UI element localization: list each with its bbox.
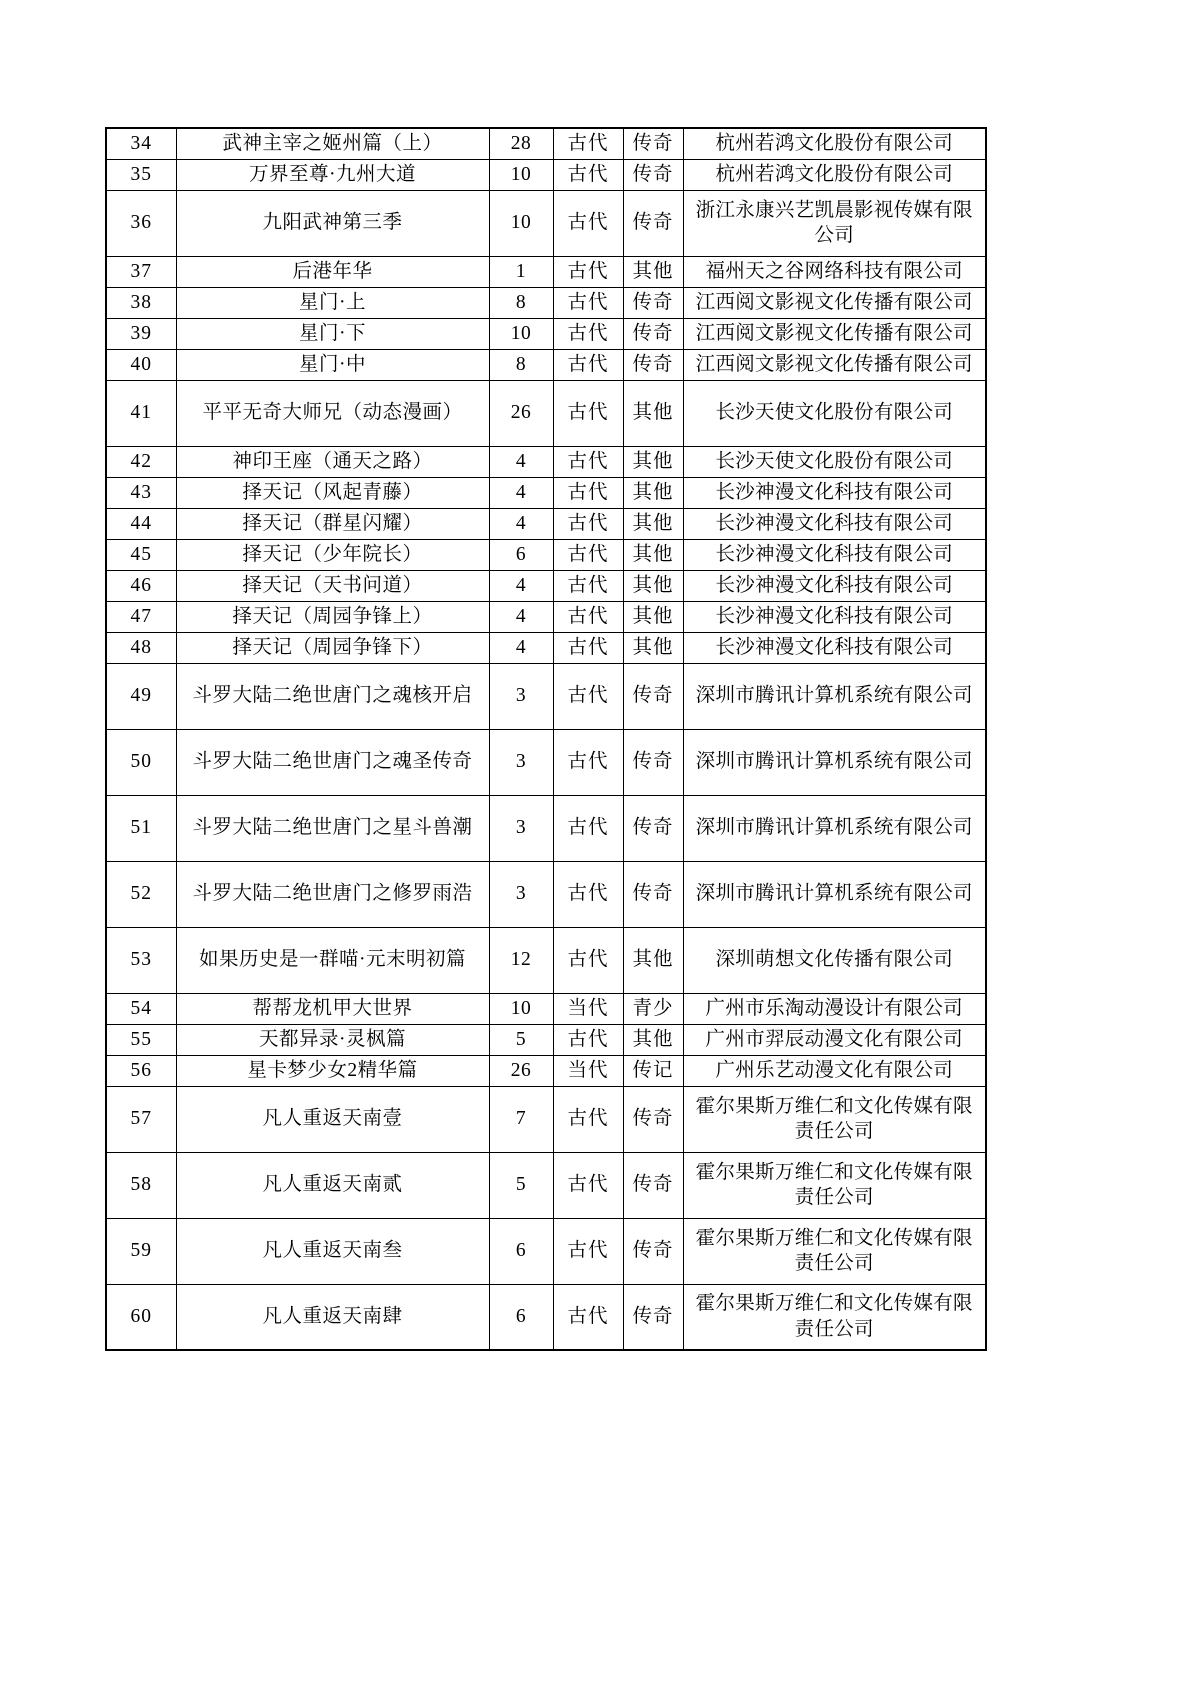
cell-index: 35: [106, 159, 176, 190]
cell-index: 39: [106, 318, 176, 349]
cell-company: 长沙天使文化股份有限公司: [683, 380, 986, 446]
cell-title: 平平无奇大师兄（动态漫画）: [176, 380, 489, 446]
cell-title: 斗罗大陆二绝世唐门之修罗雨浩: [176, 861, 489, 927]
cell-episodes: 5: [489, 1152, 553, 1218]
animation-listing-table: [105, 127, 987, 1351]
cell-episodes: 6: [489, 539, 553, 570]
cell-title: 天都异录·灵枫篇: [176, 1024, 489, 1055]
cell-episodes: 26: [489, 380, 553, 446]
cell-index: 54: [106, 993, 176, 1024]
cell-title: 星卡梦少女2精华篇: [176, 1055, 489, 1086]
cell-episodes: 26: [489, 1055, 553, 1086]
cell-episodes: 10: [489, 318, 553, 349]
cell-genre: 其他: [623, 380, 683, 446]
cell-genre: 传奇: [623, 1218, 683, 1284]
cell-genre: 其他: [623, 601, 683, 632]
cell-episodes: 3: [489, 729, 553, 795]
cell-company: 深圳市腾讯计算机系统有限公司: [683, 663, 986, 729]
cell-company: 浙江永康兴艺凯晨影视传媒有限公司: [683, 190, 986, 256]
cell-genre: 传奇: [623, 729, 683, 795]
cell-title: 星门·下: [176, 318, 489, 349]
cell-title: 择天记（群星闪耀）: [176, 508, 489, 539]
cell-index: 50: [106, 729, 176, 795]
table-row: [106, 993, 986, 1024]
table-row: [106, 380, 986, 446]
table-row: [106, 795, 986, 861]
cell-era: 古代: [553, 508, 623, 539]
cell-index: 45: [106, 539, 176, 570]
cell-index: 40: [106, 349, 176, 380]
cell-genre: 传记: [623, 1055, 683, 1086]
table-row: [106, 159, 986, 190]
cell-episodes: 8: [489, 287, 553, 318]
cell-genre: 其他: [623, 508, 683, 539]
table-row: [106, 1086, 986, 1152]
table-row: [106, 729, 986, 795]
cell-genre: 传奇: [623, 128, 683, 159]
table-row: [106, 128, 986, 159]
cell-genre: 传奇: [623, 318, 683, 349]
table-row: [106, 570, 986, 601]
cell-title: 凡人重返天南壹: [176, 1086, 489, 1152]
table-row: [106, 539, 986, 570]
cell-era: 古代: [553, 570, 623, 601]
cell-title: 斗罗大陆二绝世唐门之星斗兽潮: [176, 795, 489, 861]
cell-title: 神印王座（通天之路）: [176, 446, 489, 477]
cell-index: 38: [106, 287, 176, 318]
cell-episodes: 3: [489, 861, 553, 927]
cell-company: 福州天之谷网络科技有限公司: [683, 256, 986, 287]
cell-genre: 传奇: [623, 287, 683, 318]
cell-era: 古代: [553, 349, 623, 380]
cell-index: 41: [106, 380, 176, 446]
cell-genre: 传奇: [623, 1086, 683, 1152]
table-row: [106, 861, 986, 927]
cell-genre: 其他: [623, 477, 683, 508]
table-row: [106, 632, 986, 663]
cell-genre: 传奇: [623, 795, 683, 861]
cell-episodes: 5: [489, 1024, 553, 1055]
cell-company: 广州乐艺动漫文化有限公司: [683, 1055, 986, 1086]
cell-era: 古代: [553, 477, 623, 508]
cell-company: 江西阅文影视文化传播有限公司: [683, 318, 986, 349]
cell-index: 58: [106, 1152, 176, 1218]
cell-title: 万界至尊·九州大道: [176, 159, 489, 190]
cell-era: 古代: [553, 380, 623, 446]
table-row: [106, 663, 986, 729]
cell-era: 古代: [553, 446, 623, 477]
cell-era: 古代: [553, 632, 623, 663]
cell-index: 46: [106, 570, 176, 601]
cell-episodes: 3: [489, 663, 553, 729]
cell-title: 凡人重返天南贰: [176, 1152, 489, 1218]
cell-index: 57: [106, 1086, 176, 1152]
cell-episodes: 8: [489, 349, 553, 380]
cell-title: 择天记（周园争锋下）: [176, 632, 489, 663]
cell-index: 49: [106, 663, 176, 729]
cell-era: 古代: [553, 128, 623, 159]
table-body: [106, 128, 986, 1350]
cell-title: 择天记（风起青藤）: [176, 477, 489, 508]
cell-company: 广州市羿辰动漫文化有限公司: [683, 1024, 986, 1055]
cell-index: 56: [106, 1055, 176, 1086]
cell-company: 广州市乐淘动漫设计有限公司: [683, 993, 986, 1024]
cell-era: 当代: [553, 993, 623, 1024]
table-row: [106, 508, 986, 539]
cell-title: 择天记（少年院长）: [176, 539, 489, 570]
table-row: [106, 1284, 986, 1350]
cell-episodes: 10: [489, 190, 553, 256]
cell-genre: 其他: [623, 927, 683, 993]
table-row: [106, 190, 986, 256]
cell-genre: 其他: [623, 632, 683, 663]
cell-genre: 传奇: [623, 190, 683, 256]
cell-company: 杭州若鸿文化股份有限公司: [683, 128, 986, 159]
table-row: [106, 477, 986, 508]
cell-era: 古代: [553, 1284, 623, 1350]
cell-genre: 其他: [623, 1024, 683, 1055]
cell-index: 37: [106, 256, 176, 287]
cell-era: 古代: [553, 861, 623, 927]
cell-title: 武神主宰之姬州篇（上）: [176, 128, 489, 159]
cell-index: 52: [106, 861, 176, 927]
cell-era: 古代: [553, 1024, 623, 1055]
cell-company: 长沙神漫文化科技有限公司: [683, 539, 986, 570]
cell-company: 江西阅文影视文化传播有限公司: [683, 287, 986, 318]
cell-title: 九阳武神第三季: [176, 190, 489, 256]
cell-company: 长沙天使文化股份有限公司: [683, 446, 986, 477]
cell-index: 42: [106, 446, 176, 477]
cell-company: 长沙神漫文化科技有限公司: [683, 570, 986, 601]
cell-era: 当代: [553, 1055, 623, 1086]
listing-table-container: [105, 127, 985, 1351]
cell-episodes: 4: [489, 446, 553, 477]
cell-episodes: 4: [489, 601, 553, 632]
cell-title: 择天记（天书问道）: [176, 570, 489, 601]
cell-era: 古代: [553, 256, 623, 287]
cell-company: 深圳市腾讯计算机系统有限公司: [683, 861, 986, 927]
cell-episodes: 10: [489, 993, 553, 1024]
cell-title: 后港年华: [176, 256, 489, 287]
cell-genre: 传奇: [623, 349, 683, 380]
cell-era: 古代: [553, 318, 623, 349]
cell-episodes: 7: [489, 1086, 553, 1152]
cell-index: 47: [106, 601, 176, 632]
cell-episodes: 4: [489, 508, 553, 539]
cell-episodes: 6: [489, 1218, 553, 1284]
cell-title: 如果历史是一群喵·元末明初篇: [176, 927, 489, 993]
cell-title: 星门·上: [176, 287, 489, 318]
cell-era: 古代: [553, 190, 623, 256]
cell-company: 深圳市腾讯计算机系统有限公司: [683, 795, 986, 861]
cell-index: 60: [106, 1284, 176, 1350]
cell-era: 古代: [553, 601, 623, 632]
cell-company: 霍尔果斯万维仁和文化传媒有限责任公司: [683, 1284, 986, 1350]
cell-episodes: 4: [489, 632, 553, 663]
cell-company: 长沙神漫文化科技有限公司: [683, 477, 986, 508]
cell-company: 长沙神漫文化科技有限公司: [683, 508, 986, 539]
cell-index: 51: [106, 795, 176, 861]
cell-index: 44: [106, 508, 176, 539]
cell-company: 霍尔果斯万维仁和文化传媒有限责任公司: [683, 1086, 986, 1152]
cell-company: 长沙神漫文化科技有限公司: [683, 632, 986, 663]
table-row: [106, 318, 986, 349]
cell-company: 霍尔果斯万维仁和文化传媒有限责任公司: [683, 1152, 986, 1218]
cell-genre: 其他: [623, 539, 683, 570]
table-row: [106, 349, 986, 380]
table-row: [106, 1152, 986, 1218]
cell-episodes: 10: [489, 159, 553, 190]
cell-genre: 传奇: [623, 1152, 683, 1218]
cell-title: 凡人重返天南叁: [176, 1218, 489, 1284]
table-row: [106, 446, 986, 477]
table-row: [106, 927, 986, 993]
cell-era: 古代: [553, 729, 623, 795]
table-row: [106, 256, 986, 287]
cell-episodes: 6: [489, 1284, 553, 1350]
cell-era: 古代: [553, 1218, 623, 1284]
cell-title: 帮帮龙机甲大世界: [176, 993, 489, 1024]
cell-episodes: 4: [489, 477, 553, 508]
table-row: [106, 601, 986, 632]
cell-title: 凡人重返天南肆: [176, 1284, 489, 1350]
table-row: [106, 1024, 986, 1055]
cell-era: 古代: [553, 927, 623, 993]
cell-company: 深圳市腾讯计算机系统有限公司: [683, 729, 986, 795]
cell-index: 43: [106, 477, 176, 508]
cell-genre: 传奇: [623, 663, 683, 729]
cell-episodes: 1: [489, 256, 553, 287]
cell-title: 择天记（周园争锋上）: [176, 601, 489, 632]
cell-genre: 青少: [623, 993, 683, 1024]
cell-genre: 其他: [623, 256, 683, 287]
cell-title: 斗罗大陆二绝世唐门之魂核开启: [176, 663, 489, 729]
cell-index: 48: [106, 632, 176, 663]
cell-index: 34: [106, 128, 176, 159]
cell-genre: 其他: [623, 446, 683, 477]
cell-era: 古代: [553, 663, 623, 729]
cell-era: 古代: [553, 1152, 623, 1218]
cell-company: 深圳萌想文化传播有限公司: [683, 927, 986, 993]
cell-episodes: 28: [489, 128, 553, 159]
cell-era: 古代: [553, 539, 623, 570]
cell-title: 星门·中: [176, 349, 489, 380]
cell-era: 古代: [553, 159, 623, 190]
cell-episodes: 4: [489, 570, 553, 601]
cell-genre: 其他: [623, 570, 683, 601]
cell-company: 霍尔果斯万维仁和文化传媒有限责任公司: [683, 1218, 986, 1284]
cell-genre: 传奇: [623, 861, 683, 927]
table-row: [106, 1055, 986, 1086]
cell-title: 斗罗大陆二绝世唐门之魂圣传奇: [176, 729, 489, 795]
cell-genre: 传奇: [623, 159, 683, 190]
cell-era: 古代: [553, 1086, 623, 1152]
cell-genre: 传奇: [623, 1284, 683, 1350]
cell-index: 59: [106, 1218, 176, 1284]
cell-index: 53: [106, 927, 176, 993]
cell-era: 古代: [553, 795, 623, 861]
cell-index: 55: [106, 1024, 176, 1055]
cell-era: 古代: [553, 287, 623, 318]
cell-company: 江西阅文影视文化传播有限公司: [683, 349, 986, 380]
cell-index: 36: [106, 190, 176, 256]
cell-company: 杭州若鸿文化股份有限公司: [683, 159, 986, 190]
table-row: [106, 1218, 986, 1284]
cell-episodes: 3: [489, 795, 553, 861]
table-row: [106, 287, 986, 318]
cell-company: 长沙神漫文化科技有限公司: [683, 601, 986, 632]
cell-episodes: 12: [489, 927, 553, 993]
